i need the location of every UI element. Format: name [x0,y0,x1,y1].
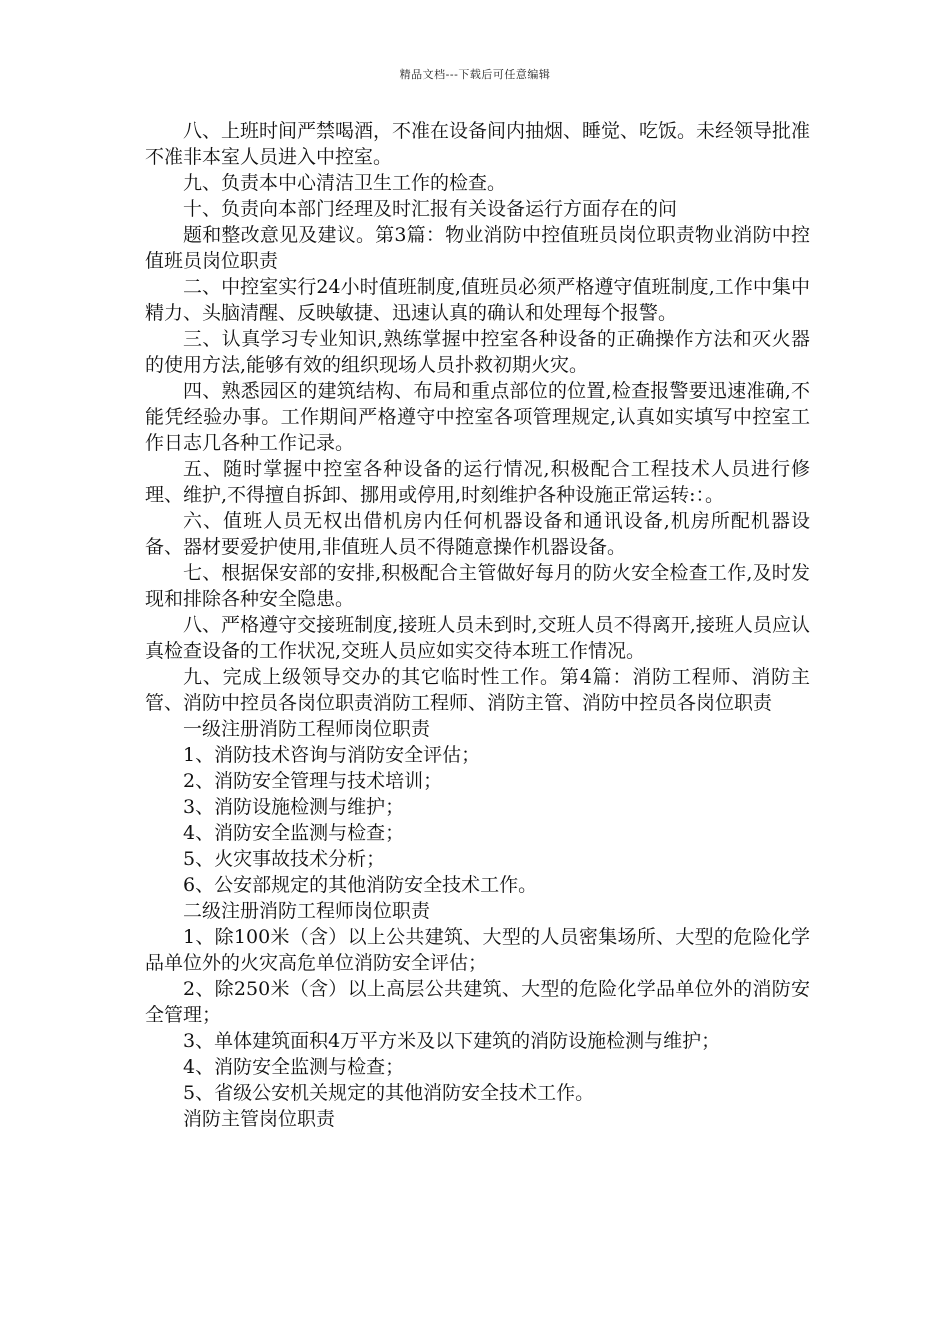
section-heading: 二级注册消防工程师岗位职责 [183,900,431,922]
section-heading: 消防主管岗位职责 [183,1108,336,1130]
list-item: 3、消防设施检测与维护； [183,796,405,818]
list-item: 5、省级公安机关规定的其他消防安全技术工作。 [183,1082,595,1104]
list-item: 2、消防安全管理与技术培训； [183,770,443,792]
section-heading: 一级注册消防工程师岗位职责 [183,718,431,740]
paragraph: 八、严格遵守交接班制度,接班人员未到时,交班人员不得离开,接班人员应认真检查设备的工作状况,交班人员应如实交待本班工作情况。 [145,614,810,662]
paragraph: 六、值班人员无权出借机房内任何机器设备和通讯设备,机房所配机器设备、器材要爱护使用,非值班人员不得随意操作机器设备。 [145,510,810,558]
list-item: 1、消防技术咨询与消防安全评估； [183,744,481,766]
paragraph: 三、认真学习专业知识,熟练掌握中控室各种设备的正确操作方法和灭火器的使用方法,能够有效的组织现场人员扑救初期火灾。 [145,328,810,376]
paragraph: 十、负责向本部门经理及时汇报有关设备运行方面存在的问 [183,198,678,220]
page-header: 精品文档---下载后可任意编辑 [399,68,551,81]
list-item: 3、单体建筑面积4万平方米及以下建筑的消防设施检测与维护； [183,1030,721,1052]
list-item: 5、火灾事故技术分析； [183,848,386,870]
paragraph: 题和整改意见及建议。第3篇：物业消防中控值班员岗位职责物业消防中控值班员岗位职责 [145,224,810,272]
paragraph: 四、熟悉园区的建筑结构、布局和重点部位的位置,检查报警要迅速准确,不能凭经验办事。工作期间严格遵守中控室各项管理规定,认真如实填写中控室工作日志几各种工作记录。 [145,380,810,454]
list-item: 2、除250米（含）以上高层公共建筑、大型的危险化学品单位外的消防安全管理； [145,978,810,1026]
list-item: 4、消防安全监测与检查； [183,822,405,844]
paragraph: 七、根据保安部的安排,积极配合主管做好每月的防火安全检查工作,及时发现和排除各种安全隐患。 [145,562,810,610]
paragraph: 九、负责本中心清洁卫生工作的检查。 [183,172,507,194]
document-body [145,118,810,1132]
list-item: 1、除100米（含）以上公共建筑、大型的人员密集场所、大型的危险化学品单位外的火灾高危单位消防安全评估； [145,926,810,974]
paragraph: 二、中控室实行24小时值班制度,值班员必须严格遵守值班制度,工作中集中精力、头脑清醒、反映敏捷、迅速认真的确认和处理每个报警。 [145,276,810,324]
paragraph: 五、随时掌握中控室各种设备的运行情况,积极配合工程技术人员进行修理、维护,不得擅自拆卸、挪用或停用,时刻维护各种设施正常运转:：。 [145,458,810,506]
paragraph: 八、上班时间严禁喝酒，不准在设备间内抽烟、睡觉、吃饭。未经领导批准不准非本室人员进入中控室。 [145,120,811,168]
list-item: 4、消防安全监测与检查； [183,1056,405,1078]
paragraph: 九、完成上级领导交办的其它临时性工作。第4篇：消防工程师、消防主管、消防中控员各岗位职责消防工程师、消防主管、消防中控员各岗位职责 [145,666,810,714]
list-item: 6、公安部规定的其他消防安全技术工作。 [183,874,538,896]
